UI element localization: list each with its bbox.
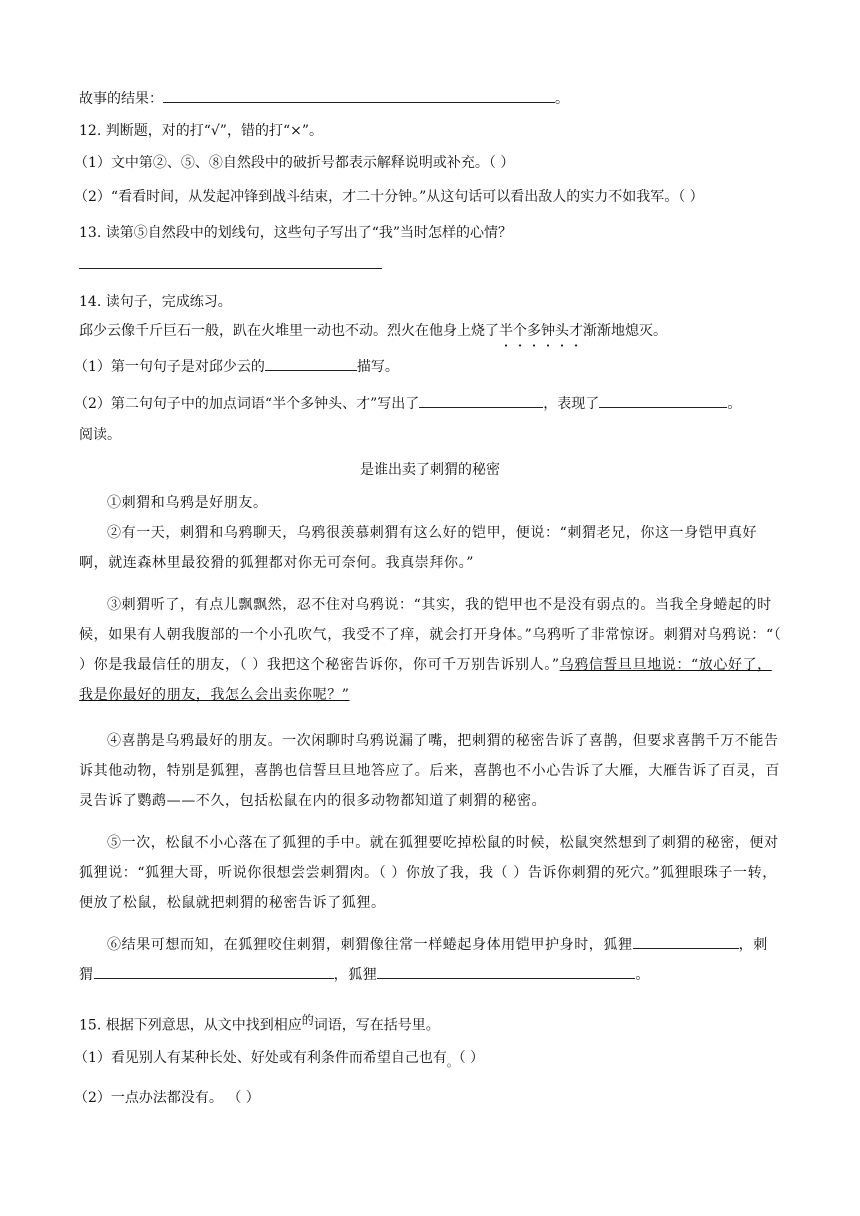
reading-paragraph-1: ①刺猬和乌鸦是好朋友。: [107, 495, 268, 511]
dotted-char: 钟: [541, 323, 555, 339]
q14-sentence-b: 渐渐地熄灭。: [583, 323, 667, 339]
q15-title-a: 15. 根据下列意思，从文中找到相应: [79, 1017, 302, 1034]
dotted-char: 才: [569, 323, 583, 339]
q12-item1[interactable]: （1）文中第②、⑤、⑧自然段中的破折号都表示解释说明或补充。（ ）: [74, 155, 515, 171]
q14-item1-blank[interactable]: [265, 356, 357, 371]
p6-text-a: ⑥结果可想而知，在狐狸咬住刺猬，刺猬像往常一样蜷起身体用铠甲护身时，狐狸: [107, 937, 633, 953]
p6-text-d: ，狐狸: [333, 967, 378, 983]
p3-underlined-sentence: 乌鸦信誓旦旦地说：“放心好了，我是你最好的朋友，我怎么会出卖你呢？”: [79, 657, 772, 703]
q14-sentence-a: 邱少云像千斤巨石一般，趴在火堆里一动也不动。烈火在他身上烧了: [79, 323, 499, 339]
q15-item1-bracket[interactable]: （ ）: [458, 1050, 485, 1066]
p3-text: ③刺猬听了，有点儿飘飘然，忍不住对乌鸦说：“其实，我的铠甲也不是没有弱点的。当我全身蜷起的时候，如果有人朝我腹部的一个小孔吹气，我受不了痒，就会打开身体。”乌鸦听了非常惊讶。刺猬对乌鸦说：“（ ）你是我最信任的朋友，（ ）我把这个秘密告诉你，你可千万别告诉别人。”: [79, 597, 782, 673]
dotted-char: 半: [499, 323, 513, 339]
q14-sentence: [79, 321, 667, 341]
q15-title-b: 词语，写在括号里。: [313, 1017, 440, 1034]
q15-item1-text: （1）看见别人有某种长处、好处或有利条件而希望自己也有: [74, 1050, 447, 1066]
dotted-char: 头: [555, 323, 569, 339]
p6-text-e: 。: [635, 967, 651, 983]
q15-title-sup: 的: [301, 1013, 314, 1027]
reading-title: 是谁出卖了刺猬的秘密: [360, 462, 500, 478]
q14-title: 14. 读句子，完成练习。: [79, 294, 232, 310]
p6-text-c: 刺猬: [79, 937, 768, 983]
p6-blank-2[interactable]: [94, 964, 334, 979]
q14-item1-pre: （1）第一句句子是对邱少云的: [74, 359, 265, 375]
p6-blank-1[interactable]: [633, 934, 739, 949]
q13-answer-line[interactable]: [79, 254, 382, 275]
q14-item2-blank1[interactable]: [419, 393, 543, 408]
q15-item1-dot: 。: [446, 1054, 459, 1069]
reading-paragraph-5: ⑤一次，松鼠不小心落在了狐狸的手中。就在狐狸要吃掉松鼠的时候，松鼠突然想到了刺猬的秘密，便对狐狸说：“狐狸大哥，听说你很想尝尝刺猬肉。（ ）你放了我，我（ ）告诉你刺猬的死穴。”狐狸眼珠子一转，便放了松鼠，松鼠就把刺猬的秘密告诉了狐狸。: [79, 835, 779, 911]
q11-answer-line: [79, 88, 569, 109]
q14-item2-end: 。: [727, 396, 742, 412]
reading-label: 阅读。: [79, 427, 121, 443]
reading-paragraph-4: ④喜鹊是乌鸦最好的朋友。一次闲聊时乌鸦说漏了嘴，把刺猬的秘密告诉了喜鹊，但要求喜鹊千万不能告诉其他动物，特别是狐狸，喜鹊也信誓旦旦地答应了。后来，喜鹊也不小心告诉了大雁，大雁告诉了百灵，百灵告诉了鹦鹉——不久，包括松鼠在内的很多动物都知道了刺猬的秘密。: [79, 733, 780, 809]
q12-title: 12. 判断题，对的打“√”，错的打“×”。: [79, 123, 323, 139]
q13-title: 13. 读第⑤自然段中的划线句，这些句子写出了“我”当时怎样的心情？: [79, 225, 513, 241]
reading-paragraph-6: [79, 930, 782, 990]
q13-blank[interactable]: [79, 254, 382, 269]
q14-item2-blank2[interactable]: [599, 393, 727, 408]
q11-end: 。: [555, 91, 569, 107]
reading-paragraph-3: [79, 590, 782, 710]
q12-item2[interactable]: （2）“看看时间，从发起冲锋到战斗结束，才二十分钟。”从这句话可以看出敌人的实力不如我军。（ ）: [74, 189, 704, 205]
reading-paragraph-2: ②有一天，刺猬和乌鸦聊天，乌鸦很羡慕刺猬有这么好的铠甲，便说：“刺猬老兄，你这一身铠甲真好啊，就连森林里最狡猾的狐狸都对你无可奈何。我真崇拜你。”: [79, 525, 758, 571]
q14-item2-mid: ，表现了: [543, 396, 600, 412]
dotted-char: 个: [513, 323, 527, 339]
q15-item2[interactable]: （2）一点办法都没有。 （ ）: [74, 1090, 260, 1106]
q11-blank[interactable]: [163, 88, 555, 103]
q15-item1[interactable]: [74, 1048, 484, 1072]
q15-title: [79, 1010, 440, 1036]
p6-text-b: ，: [738, 937, 754, 953]
q11-label: 故事的结果：: [79, 91, 163, 107]
dotted-char: 多: [527, 323, 541, 339]
p6-blank-3[interactable]: [377, 964, 635, 979]
q14-item2: [74, 393, 741, 414]
q14-item1-post: 描写。: [356, 359, 399, 375]
q14-item2-pre: （2）第二句句子中的加点词语“半个多钟头、才”写出了: [74, 396, 420, 412]
q14-item1: [74, 356, 399, 377]
q14-dotted-words: [499, 323, 583, 339]
